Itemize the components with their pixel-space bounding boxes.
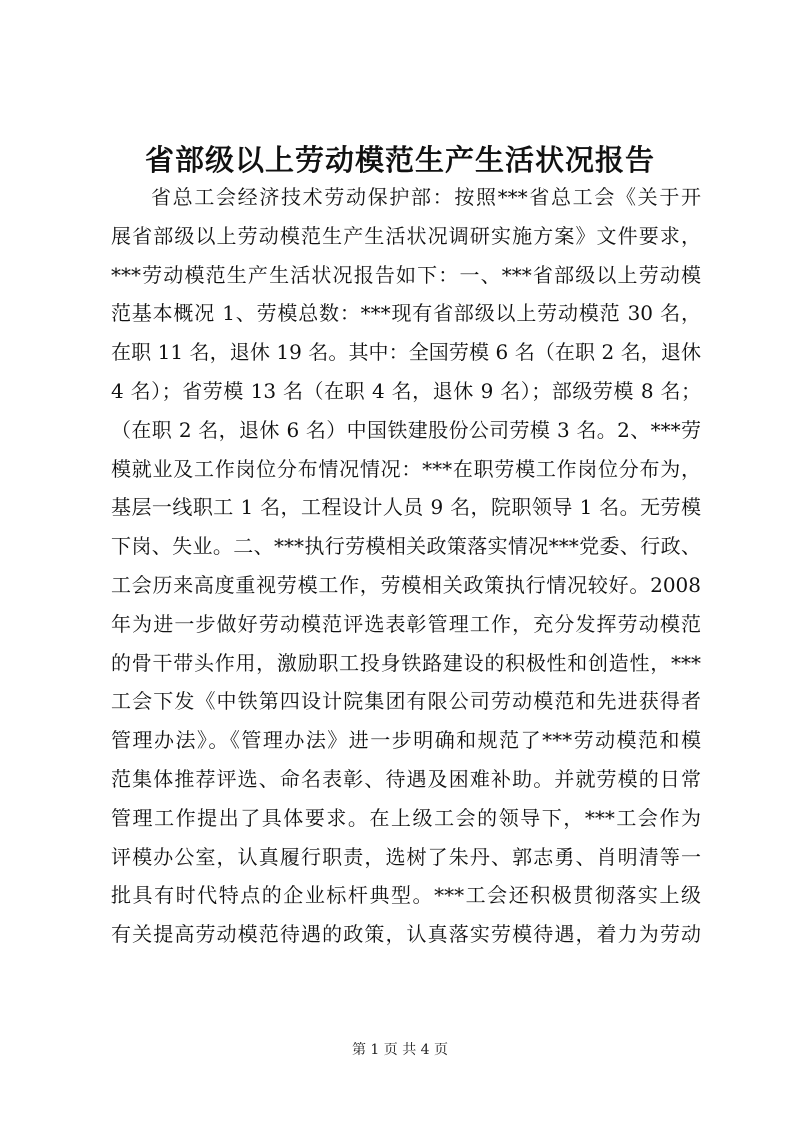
body-line: 评模办公室，认真履行职责，选树了朱丹、郭志勇、肖明清等一 <box>111 844 701 869</box>
body-line: 模就业及工作岗位分布情况情况：***在职劳模工作岗位分布为， <box>111 456 701 481</box>
body-line: 管理工作提出了具体要求。在上级工会的领导下，***工会作为 <box>111 805 701 830</box>
body-line: 批具有时代特点的企业标杆典型。***工会还积极贯彻落实上级 <box>111 883 701 908</box>
body-line: 有关提高劳动模范待遇的政策，认真落实劳模待遇，着力为劳动 <box>111 922 701 947</box>
page-footer: 第 1 页 共 4 页 <box>351 1042 449 1058</box>
document-title: 省部级以上劳动模范生产生活状况报告 <box>144 143 655 177</box>
body-line: 范基本概况 1、劳模总数：***现有省部级以上劳动模范 30 名， <box>111 301 701 326</box>
body-line: ***劳动模范生产生活状况报告如下：一、***省部级以上劳动模 <box>111 262 701 287</box>
body-line: 展省部级以上劳动模范生产生活状况调研实施方案》文件要求， <box>111 223 701 248</box>
body-line: 范集体推荐评选、命名表彰、待遇及困难补助。并就劳模的日常 <box>111 766 701 791</box>
body-line: 工会下发《中铁第四设计院集团有限公司劳动模范和先进获得者 <box>111 689 701 714</box>
body-line: 年为进一步做好劳动模范评选表彰管理工作，充分发挥劳动模范 <box>111 611 701 636</box>
body-line: （在职 2 名，退休 6 名）中国铁建股份公司劳模 3 名。2、***劳 <box>111 417 701 442</box>
document-body <box>111 178 701 954</box>
body-line: 的骨干带头作用，激励职工投身铁路建设的积极性和创造性，*** <box>111 650 701 675</box>
body-line: 下岗、失业。二、***执行劳模相关政策落实情况***党委、行政、 <box>111 534 701 559</box>
body-line: 管理办法》。《管理办法》进一步明确和规范了***劳动模范和模 <box>111 728 701 753</box>
body-line: 省总工会经济技术劳动保护部：按照***省总工会《关于开 <box>151 185 701 209</box>
body-line: 基层一线职工 1 名，工程设计人员 9 名，院职领导 1 名。无劳模 <box>111 495 701 520</box>
body-line: 工会历来高度重视劳模工作，劳模相关政策执行情况较好。2008 <box>111 572 701 597</box>
body-line: 4 名）；省劳模 13 名（在职 4 名，退休 9 名）；部级劳模 8 名； <box>111 378 701 403</box>
body-line: 在职 11 名，退休 19 名。其中：全国劳模 6 名（在职 2 名，退休 <box>111 340 701 365</box>
